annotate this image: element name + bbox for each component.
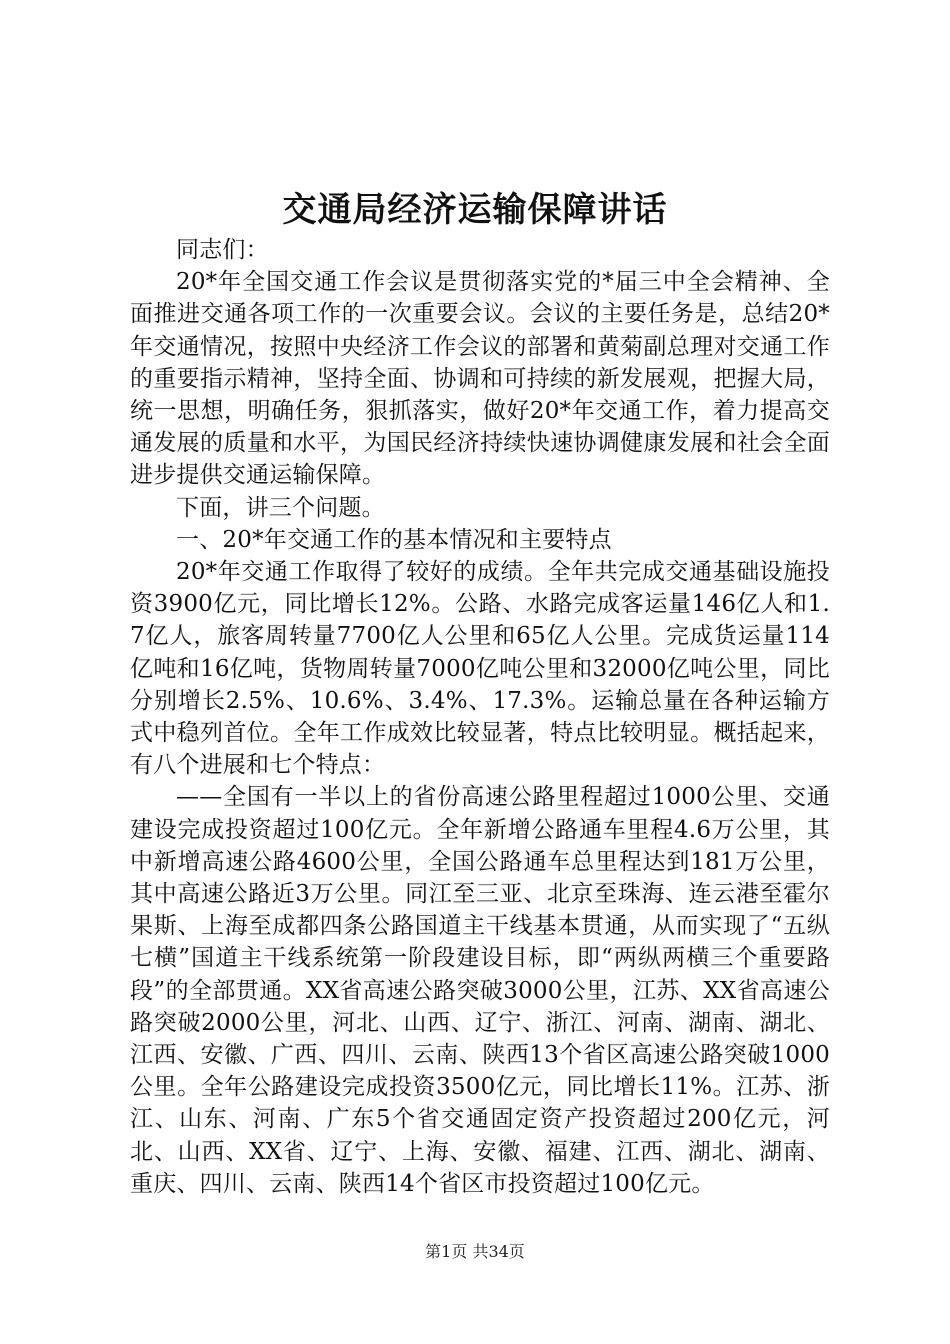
intro-paragraph: 20*年全国交通工作会议是贯彻落实党的*届三中全会精神、全面推进交通各项工作的一次重要会议。会议的主要任务是，总结20*年交通情况，按照中央经济工作会议的部署和黄菊副总理对交通工作的重要指示精神，坚持全面、协调和可持续的新发展观，把握大局，统一思想，明确任务，狠抓落实，做好20*年交通工作，着力提高交通发展的质量和水平，为国民经济持续快速协调健康发展和社会全面进步提供交通运输保障。	[130, 269, 830, 489]
page-number-footer: 第1页 共34页	[425, 1242, 525, 1261]
document-title: 交通局经济运输保障讲话	[282, 190, 668, 230]
highway-paragraph: ——全国有一半以上的省份高速公路里程超过1000公里、交通建设完成投资超过100亿元。全年新增公路通车里程4.6万公里，其中新增高速公路4600公里，全国公路通车总里程达到181万公里，其中高速公路近3万公里。同江至三亚、北京至珠海、连云港至霍尔果斯、上海至成都四条公路国道主干线基本贯通，从而实现了“五纵七横”国道主干线系统第一阶段建设目标，即“两纵两横三个重要路段”的全部贯通。XX省高速公路突破3000公里，江苏、XX省高速公路突破2000公里，河北、山西、辽宁、浙江、河南、湖南、湖北、江西、安徽、广西、四川、云南、陕西13个省区高速公路突破1000公里。全年公路建设完成投资3500亿元，同比增长11%。江苏、浙江、山东、河南、广东5个省交通固定资产投资超过200亿元，河北、山西、XX省、辽宁、上海、安徽、福建、江西、湖北、湖南、重庆、四川、云南、陕西14个省区市投资超过100亿元。	[130, 784, 830, 1197]
outline-paragraph: 下面，讲三个问题。	[176, 494, 385, 521]
salutation-paragraph: 同志们：	[176, 237, 269, 263]
document-body	[130, 234, 830, 1200]
section-heading: 一、20*年交通工作的基本情况和主要特点	[176, 526, 612, 553]
achievements-paragraph: 20*年交通工作取得了较好的成绩。全年共完成交通基础设施投资3900亿元，同比增长12%。公路、水路完成客运量146亿人和1.7亿人，旅客周转量7700亿人公里和65亿人公里。完成货运量114亿吨和16亿吨，货物周转量7000亿吨公里和32000亿吨公里，同比分别增长2.5%、10.6%、3.4%、17.3%。运输总量在各种运输方式中稳列首位。全年工作成效比较显著，特点比较明显。概括起来，有八个进展和七个特点：	[130, 559, 830, 779]
